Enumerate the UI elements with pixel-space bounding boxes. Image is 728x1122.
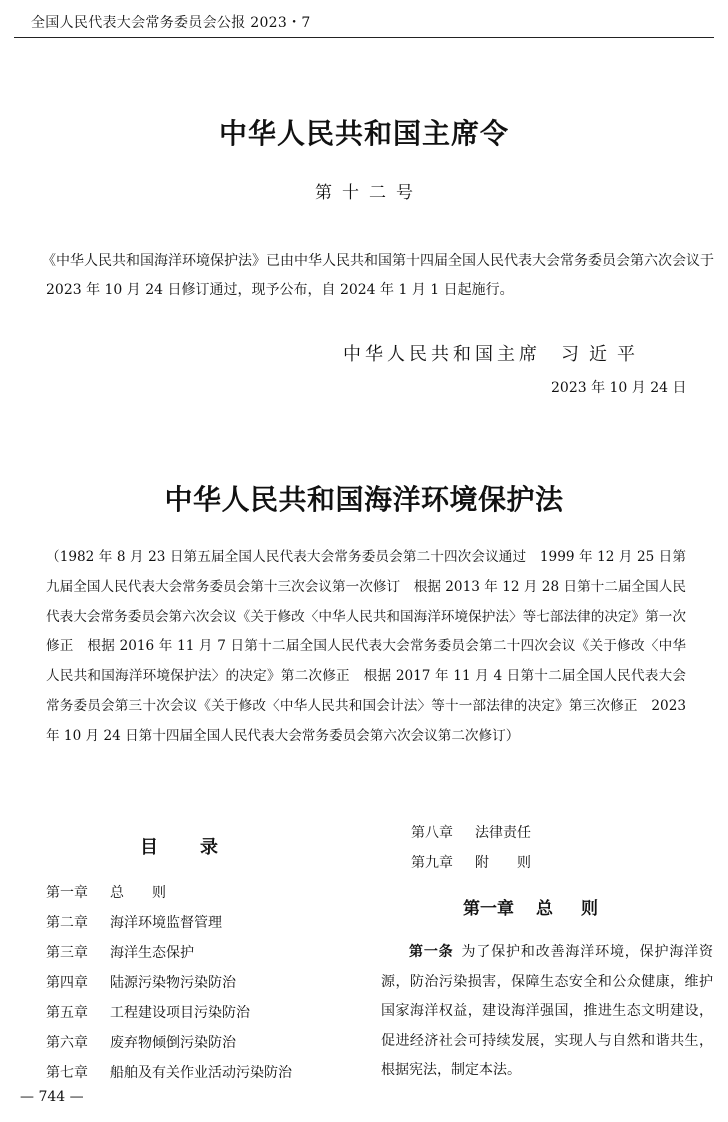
- toc-chapter-number: 第六章: [46, 1035, 88, 1051]
- chapter-number: 第一章: [463, 899, 514, 919]
- toc-item[interactable]: [46, 1002, 250, 1022]
- signature-block: [343, 340, 645, 366]
- toc-chapter-number: 第八章: [411, 825, 453, 841]
- toc-item[interactable]: [46, 972, 236, 992]
- toc-chapter-number: 第五章: [46, 1005, 88, 1021]
- toc-item[interactable]: [46, 1032, 236, 1052]
- order-title: 中华人民共和国主席令: [218, 117, 509, 150]
- signer-name: 习近平: [561, 344, 645, 365]
- toc-chapter-name: 船舶及有关作业活动污染防治: [110, 1065, 292, 1081]
- toc-chapter-name: 总 则: [110, 885, 166, 901]
- order-body: 《中华人民共和国海洋环境保护法》已由中华人民共和国第十四届全国人民代表大会常务委员会第六次会议于 2023 年 10 月 24 日修订通过，现予公布，自 2024 年 1 月 1 日起施行。: [42, 253, 714, 298]
- header-divider: [14, 37, 714, 38]
- running-header: 全国人民代表大会常务委员会公报 2023・7: [31, 15, 311, 31]
- toc-chapter-name: 陆源污染物污染防治: [110, 975, 236, 991]
- chapter-heading: [463, 894, 626, 919]
- signer-title: 中华人民共和国主席: [343, 344, 541, 365]
- toc-chapter-name: 废弃物倾倒污染防治: [110, 1035, 236, 1051]
- toc-item[interactable]: [46, 1062, 292, 1082]
- toc-chapter-number: 第七章: [46, 1065, 88, 1081]
- toc-chapter-name: 附 则: [475, 855, 531, 871]
- toc-item[interactable]: [46, 882, 166, 902]
- page-number: — 744 —: [20, 1089, 84, 1105]
- toc-chapter-number: 第二章: [46, 915, 88, 931]
- legislative-history: （1982 年 8 月 23 日第五届全国人民代表大会常务委员会第二十四次会议通过 1999 年 12 月 25 日第九届全国人民代表大会常务委员会第十三次会议第一次修订 根据 2013 年 12 月 28 日第十二届全国人民代表大会常务委员会第六次会议《关于修改〈中华人民共和国海洋环境保护法〉等七部法律的决定》第一次修正 根据 2016 年 11 月 7 日第十二届全国人民代表大会常务委员会第二十四次会议《关于修改〈中华人民共和国海洋环境保护法〉的决定》第二次修正 根据 2017 年 11 月 4 日第十二届全国人民代表大会常务委员会第三十次会议《关于修改〈中华人民共和国会计法〉等十一部法律的决定》第三次修正 2023 年 10 月 24 日第十四届全国人民代表大会常务委员会第六次会议第二次修订）: [46, 549, 686, 744]
- toc-chapter-name: 工程建设项目污染防治: [110, 1005, 250, 1021]
- toc-item[interactable]: [411, 852, 531, 872]
- signature-date: 2023 年 10 月 24 日: [551, 380, 687, 396]
- toc-chapter-name: 法律责任: [475, 825, 531, 841]
- toc-item[interactable]: [46, 942, 194, 962]
- toc-title: 目录: [140, 837, 260, 858]
- toc-chapter-number: 第四章: [46, 975, 88, 991]
- toc-chapter-number: 第一章: [46, 885, 88, 901]
- toc-chapter-number: 第三章: [46, 945, 88, 961]
- toc-item[interactable]: [46, 912, 222, 932]
- law-title: 中华人民共和国海洋环境保护法: [164, 483, 564, 516]
- toc-chapter-name: 海洋环境监督管理: [110, 915, 222, 931]
- toc-item[interactable]: [411, 822, 531, 842]
- article-1: [381, 938, 713, 1086]
- article-text: 为了保护和改善海洋环境，保护海洋资源，防治污染损害，保障生态安全和公众健康，维护国家海洋权益，建设海洋强国，推进生态文明建设，促进经济社会可持续发展，实现人与自然和谐共生，根据宪法，制定本法。: [381, 944, 714, 1079]
- chapter-name: 总则: [536, 899, 626, 919]
- article-label: 第一条: [409, 944, 454, 960]
- toc-chapter-number: 第九章: [411, 855, 453, 871]
- toc-chapter-name: 海洋生态保护: [110, 945, 194, 961]
- order-number: 第十二号: [315, 183, 423, 203]
